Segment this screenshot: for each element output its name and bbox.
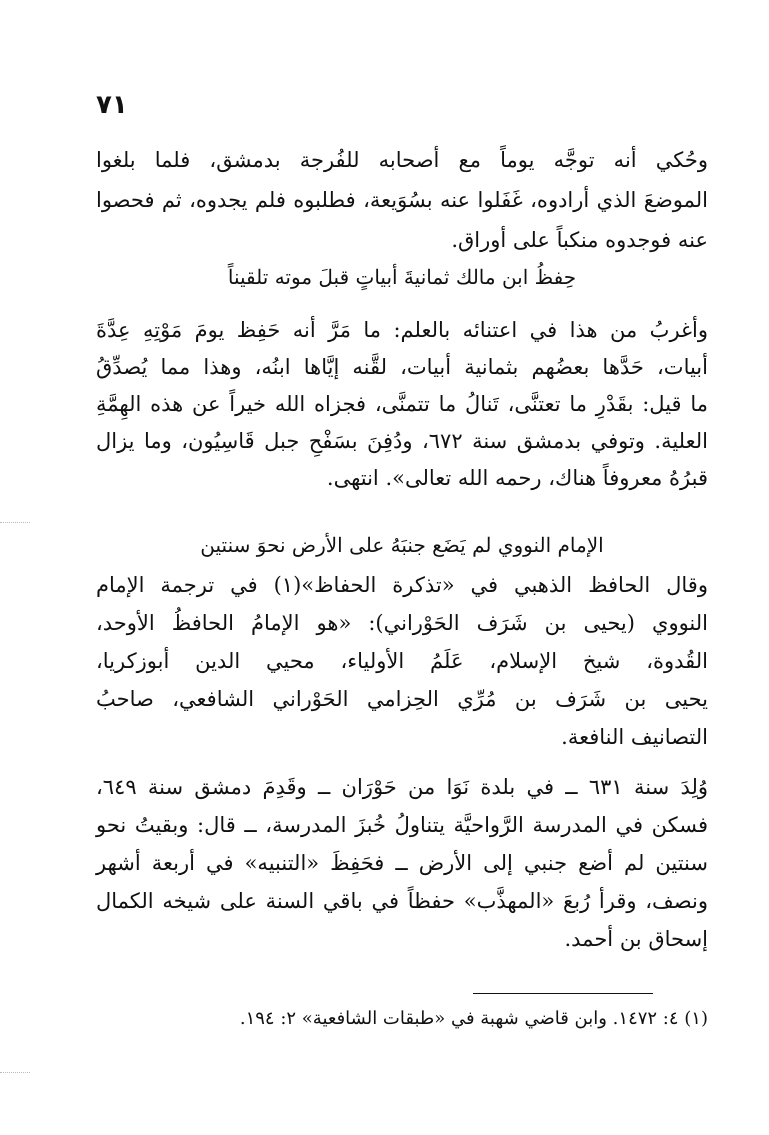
text-line: عنه فوجدوه منكباً على أوراق. (451, 228, 708, 252)
text-line: التصانيف النافعة. (561, 725, 708, 749)
text-line: وحُكي أنه توجَّه يوماً مع أصحابه للفُرجة بدمشق، فلما بلغوا (96, 148, 708, 172)
paragraph-dhahabi (96, 566, 708, 756)
margin-mark (0, 522, 30, 524)
footnote-divider (473, 993, 653, 994)
text-line: العلية. وتوفي بدمشق سنة ٦٧٢، ودُفِنَ بسَفْحِ جبل قَاسِيُون، وما يزال (96, 429, 708, 453)
text-line: يحيى بن شَرَف بن مُرِّي الحِزامي الحَوْراني الشافعي، صاحبُ (96, 687, 708, 711)
text-line: وُلِدَ سنة ٦٣١ ــ في بلدة نَوَا من حَوْرَان ــ وقَدِمَ دمشق سنة ٦٤٩، (96, 775, 709, 799)
text-line: الموضعَ الذي أرادوه، غَفَلوا عنه بسُوَيعة، فطلبوه فلم يجدوه، ثم فحصوا (96, 188, 708, 212)
footnote: (١) ٤: ١٤٧٢. وابن قاضي شهبة في «طبقات الشافعية» ٢: ١٩٤. (239, 1008, 708, 1029)
text-line: وأغربُ من هذا في اعتنائه بالعلم: ما مَرَّ أنه حَفِظ يومَ مَوْتِهِ عِدَّةَ (96, 318, 708, 342)
text-line: فسكن في المدرسة الرَّواحيَّة يتناولُ خُبزَ المدرسة، ــ قال: وبقيتُ نحو (96, 813, 708, 837)
section-heading: حِفظُ ابن مالك ثمانيةَ أبياتٍ قبلَ موته تلقيناً (227, 265, 577, 289)
margin-mark (0, 1072, 30, 1074)
text-line: أبيات، حَدَّها بعضُهم بثمانية أبيات، لقَّنه إيَّاها ابنُه، وهذا مما يُصدِّقُ (96, 355, 708, 379)
paragraph-nawawi-birth (96, 768, 708, 958)
text-line: قبرُهُ معروفاً هناك، رحمه الله تعالى». انتهى. (326, 466, 708, 490)
text-line: ما قيل: بقَدْرِ ما تعتنَّى، تَنالُ ما تتمنَّى، فجزاه الله خيراً عن هذه الهِمَّةِ (96, 392, 708, 416)
paragraph-anecdote (96, 140, 708, 260)
page-number: ٧١ (96, 90, 128, 120)
text-line: سنتين لم أضع جنبي إلى الأرض ــ فحَفِظَ «التنبيه» في أربعة أشهر (96, 851, 708, 875)
text-line: إسحاق بن أحمد. (564, 927, 708, 951)
text-line: النووي (يحيى بن شَرَف الحَوْراني): «هو الإمامُ الحافظُ الأوحد، (96, 611, 708, 635)
text-line: القُدوة، شيخ الإسلام، عَلَمُ الأولياء، محيي الدين أبوزكريا، (96, 649, 708, 673)
paragraph-ibn-malik (96, 312, 708, 497)
text-line: ونصف، وقرأ رُبعَ «المهذَّب» حفظاً في باقي السنة على شيخه الكمال (96, 889, 708, 913)
text-line: وقال الحافظ الذهبي في «تذكرة الحفاظ»(١) في ترجمة الإمام (96, 573, 708, 597)
section-heading: الإمام النووي لم يَضَع جنبَهُ على الأرض نحوَ سنتين (200, 533, 604, 557)
